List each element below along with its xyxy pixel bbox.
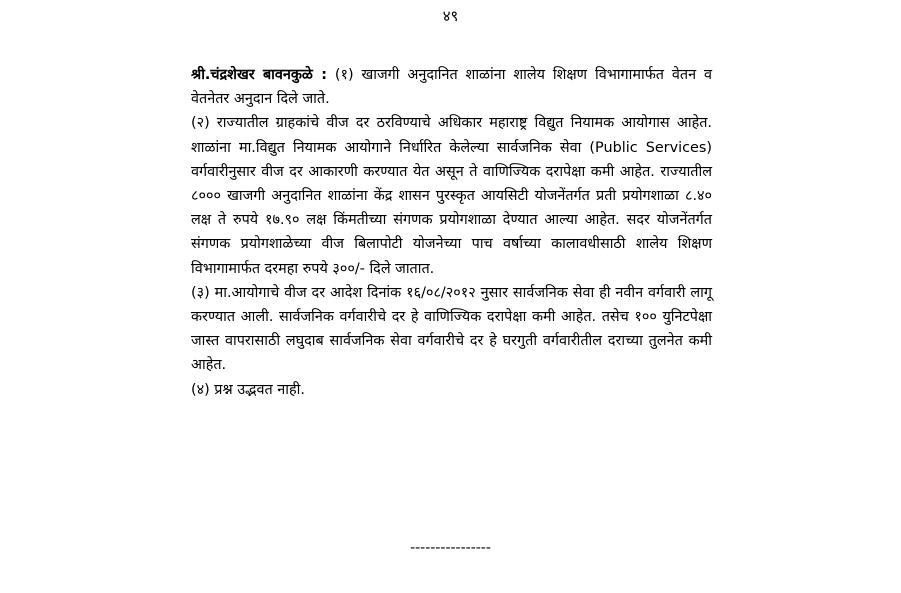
answer-paragraph-2: (२) राज्यातील ग्राहकांचे वीज दर ठरविण्याचे अधिकार महाराष्ट्र विद्युत नियामक आयोगास आहेत. शाळांना मा.विद्युत नियामक आयोगाने निर्धारित केलेल्या सार्वजनिक सेवा (Public Services) वर्गवारीनुसार वीज दर आकारणी करण्यात येत असून ते वाणिज्यिक दरापेक्षा कमी आहेत. राज्यातील ८००० खाजगी अनुदानित शाळांना केंद्र शासन पुरस्कृत आयसिटी योजनेंतर्गत प्रती प्रयोगशाळा ८.४० लक्ष ते रुपये १७.९० लक्ष किंमतीच्या संगणक प्रयोगशाळा देण्यात आल्या आहेत. सदर योजनेंतर्गत संगणक प्रयोगशाळेच्या वीज बिलापोटी योजनेच्या पाच वर्षाच्या कालावधीसाठी शालेय शिक्षण विभागामार्फत दरमहा रुपये ३००/- दिले जातात.	[191, 115, 712, 277]
speaker-name: श्री.चंद्रशेखर बावनकुळे :	[191, 67, 327, 83]
section-divider: ----------------	[410, 540, 491, 556]
answer-body	[191, 63, 712, 402]
answer-point-1: (१) खाजगी अनुदानित शाळांना शालेय शिक्षण विभागामार्फत वेतन व वेतनेतर अनुदान दिले जाते.	[191, 67, 712, 108]
answer-paragraph-4: (४) प्रश्न उद्भवत नाही.	[191, 381, 305, 398]
page-number: ४९	[442, 7, 459, 25]
answer-paragraph-3: (३) मा.आयोगाचे वीज दर आदेश दिनांक १६/०८/२०१२ नुसार सार्वजनिक सेवा ही नवीन वर्गवारी लागू करण्यात आली. सार्वजनिक वर्गवारीचे दर हे वाणिज्यिक दरापेक्षा कमी आहेत. तसेच १०० युनिटपेक्षा जास्त वापरासाठी लघुदाब सार्वजनिक सेवा वर्गवारीचे दर हे घरगुती वर्गवारीतील दराच्या तुलनेत कमी आहेत.	[191, 284, 712, 374]
answer-paragraph-1	[191, 63, 712, 111]
